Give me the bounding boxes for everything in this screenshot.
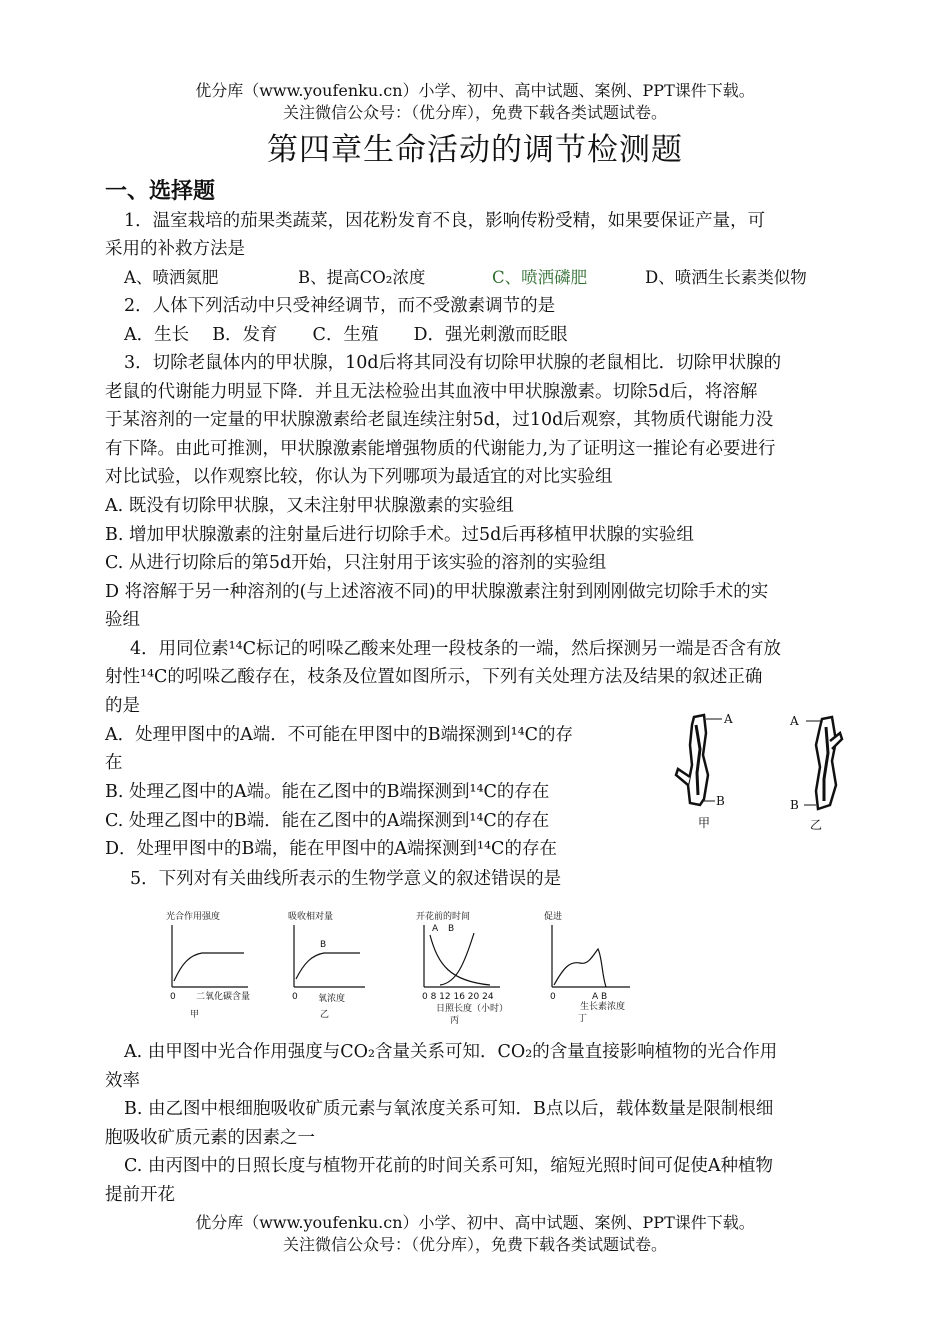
q4-stem-line-2: 射性¹⁴C的吲哚乙酸存在，枝条及位置如图所示，下列有关处理方法及结果的叙述正确 (105, 667, 763, 687)
q4-stem-line-3: 的是 (105, 696, 140, 716)
g1-xlabel: 二氧化碳含量 (196, 992, 251, 1002)
jia-label-b: B (716, 794, 725, 808)
q1-stem-line-1: 1．温室栽培的茄果类蔬菜，因花粉发育不良，影响传粉受精，如果要保证产量，可 (124, 211, 766, 231)
q1-stem-line-2: 采用的补救方法是 (105, 239, 245, 259)
q3-option-d-line-1: D 将溶解于另一种溶剂的(与上述溶液不同)的甲状腺激素注射到刚刚做完切除手术的实 (105, 582, 769, 602)
q1-option-a: A、喷洒氮肥 (124, 268, 219, 287)
q3-stem-line-1: 3．切除老鼠体内的甲状腺，10d后将其同没有切除甲状腺的老鼠相比．切除甲状腺的 (124, 353, 782, 373)
header-line-2: 关注微信公众号：（优分库），免费下载各类试题试卷。 (282, 103, 667, 122)
g2-point: B (320, 940, 327, 950)
yi-label-a: A (790, 714, 799, 728)
q5-option-b-line-1: B. 由乙图中根细胞吸收矿质元素与氧浓度关系可知．B点以后，载体数量是限制根细 (124, 1099, 774, 1119)
g4-ylabel: 促进 (544, 912, 563, 922)
q1-option-c: C、喷洒磷肥 (492, 268, 588, 287)
q4-stem-line-1: 4．用同位素¹⁴C标记的吲哚乙酸来处理一段枝条的一端，然后探测另一端是否含有放 (130, 639, 782, 659)
q1-option-d: D、喷洒生长素类似物 (645, 268, 807, 287)
g4-name: 丁 (578, 1014, 588, 1024)
q3-stem-line-5: 对比试验，以作观察比较，你认为下列哪项为最适宜的对比实验组 (105, 467, 613, 487)
g3-name: 丙 (450, 1016, 460, 1026)
q5-option-a-line-1: A. 由甲图中光合作用强度与CO₂含量关系可知．CO₂的含量直接影响植物的光合作用 (124, 1042, 778, 1062)
g3-label-a: A (432, 924, 439, 934)
jia-caption: 甲 (698, 816, 711, 830)
q5-option-b-line-2: 胞吸收矿质元素的因素之一 (105, 1128, 315, 1148)
q5-stem: 5．下列对有关曲线所表示的生物学意义的叙述错误的是 (130, 869, 562, 889)
g3-ylabel: 开花前的时间 (416, 912, 471, 922)
q3-stem-line-3: 于某溶剂的一定量的甲状腺激素给老鼠连续注射5d，过10d后观察，其物质代谢能力没 (105, 410, 774, 430)
g2-ylabel: 吸收相对量 (288, 912, 334, 922)
q3-option-d-line-2: 验组 (105, 610, 140, 630)
g4-origin: 0 (550, 992, 556, 1002)
g3-xlabel: 日照长度（小时） (436, 1004, 509, 1014)
yi-caption: 乙 (810, 818, 823, 832)
g2-name: 乙 (320, 1010, 330, 1020)
q5-option-a-line-2: 效率 (105, 1071, 140, 1091)
page-title: 第四章生命活动的调节检测题 (267, 132, 683, 168)
curves-diagram (160, 905, 650, 1030)
q3-stem-line-2: 老鼠的代谢能力明显下降．并且无法检验出其血液中甲状腺激素。切除5d后，将溶解 (105, 382, 758, 402)
yi-label-b: B (790, 798, 799, 812)
g2-origin: 0 (292, 992, 298, 1002)
header-line-1: 优分库（www.youfenku.cn）小学、初中、高中试题、案例、PPT课件下载。 (195, 81, 755, 100)
section-heading: 一、选择题 (105, 179, 216, 204)
q3-stem-line-4: 有下降。由此可推测，甲状腺激素能增强物质的代谢能力,为了证明这一摧论有必要进行 (105, 439, 776, 459)
q4-option-a-line-1: A．处理甲图中的A端．不可能在甲图中的B端探测到¹⁴C的存 (105, 725, 574, 745)
g2-xlabel: 氧浓度 (318, 994, 346, 1004)
g3-ticks: 0 8 12 16 20 24 (422, 992, 494, 1002)
footer-line-1: 优分库（www.youfenku.cn）小学、初中、高中试题、案例、PPT课件下载。 (195, 1213, 755, 1232)
g1-origin: 0 (170, 992, 176, 1002)
q3-option-c: C. 从进行切除后的第5d开始，只注射用于该实验的溶剂的实验组 (105, 553, 607, 573)
g4-ab: A B (592, 992, 608, 1002)
q2-options: A．生长 B．发育 C．生殖 D．强光刺激而眨眼 (124, 325, 568, 345)
q2-stem: 2．人体下列活动中只受神经调节，而不受激素调节的是 (124, 296, 556, 316)
q4-option-b: B. 处理乙图中的A端。能在乙图中的B端探测到¹⁴C的存在 (105, 782, 550, 802)
q4-option-a-line-2: 在 (105, 753, 123, 773)
g3-label-b: B (448, 924, 455, 934)
q5-option-c-line-1: C. 由丙图中的日照长度与植物开花前的时间关系可知，缩短光照时间可促使A种植物 (124, 1156, 774, 1176)
q1-option-b: B、提高CO₂浓度 (298, 268, 426, 287)
footer-line-2: 关注微信公众号：（优分库），免费下载各类试题试卷。 (282, 1235, 667, 1254)
q5-option-c-line-2: 提前开花 (105, 1185, 175, 1205)
q3-option-a: A. 既没有切除甲状腺，又未注射甲状腺激素的实验组 (105, 496, 514, 516)
q4-option-c: C. 处理乙图中的B端．能在乙图中的A端探测到¹⁴C的存在 (105, 811, 550, 831)
g1-ylabel: 光合作用强度 (166, 912, 221, 922)
jia-label-a: A (724, 712, 733, 726)
q4-option-d: D．处理甲图中的B端，能在甲图中的A端探测到¹⁴C的存在 (105, 839, 557, 859)
g1-name: 甲 (190, 1010, 200, 1020)
branch-diagram (670, 705, 860, 835)
q3-option-b: B. 增加甲状腺激素的注射量后进行切除手术。过5d后再移植甲状腺的实验组 (105, 525, 694, 545)
g4-xlabel: 生长素浓度 (580, 1002, 626, 1012)
